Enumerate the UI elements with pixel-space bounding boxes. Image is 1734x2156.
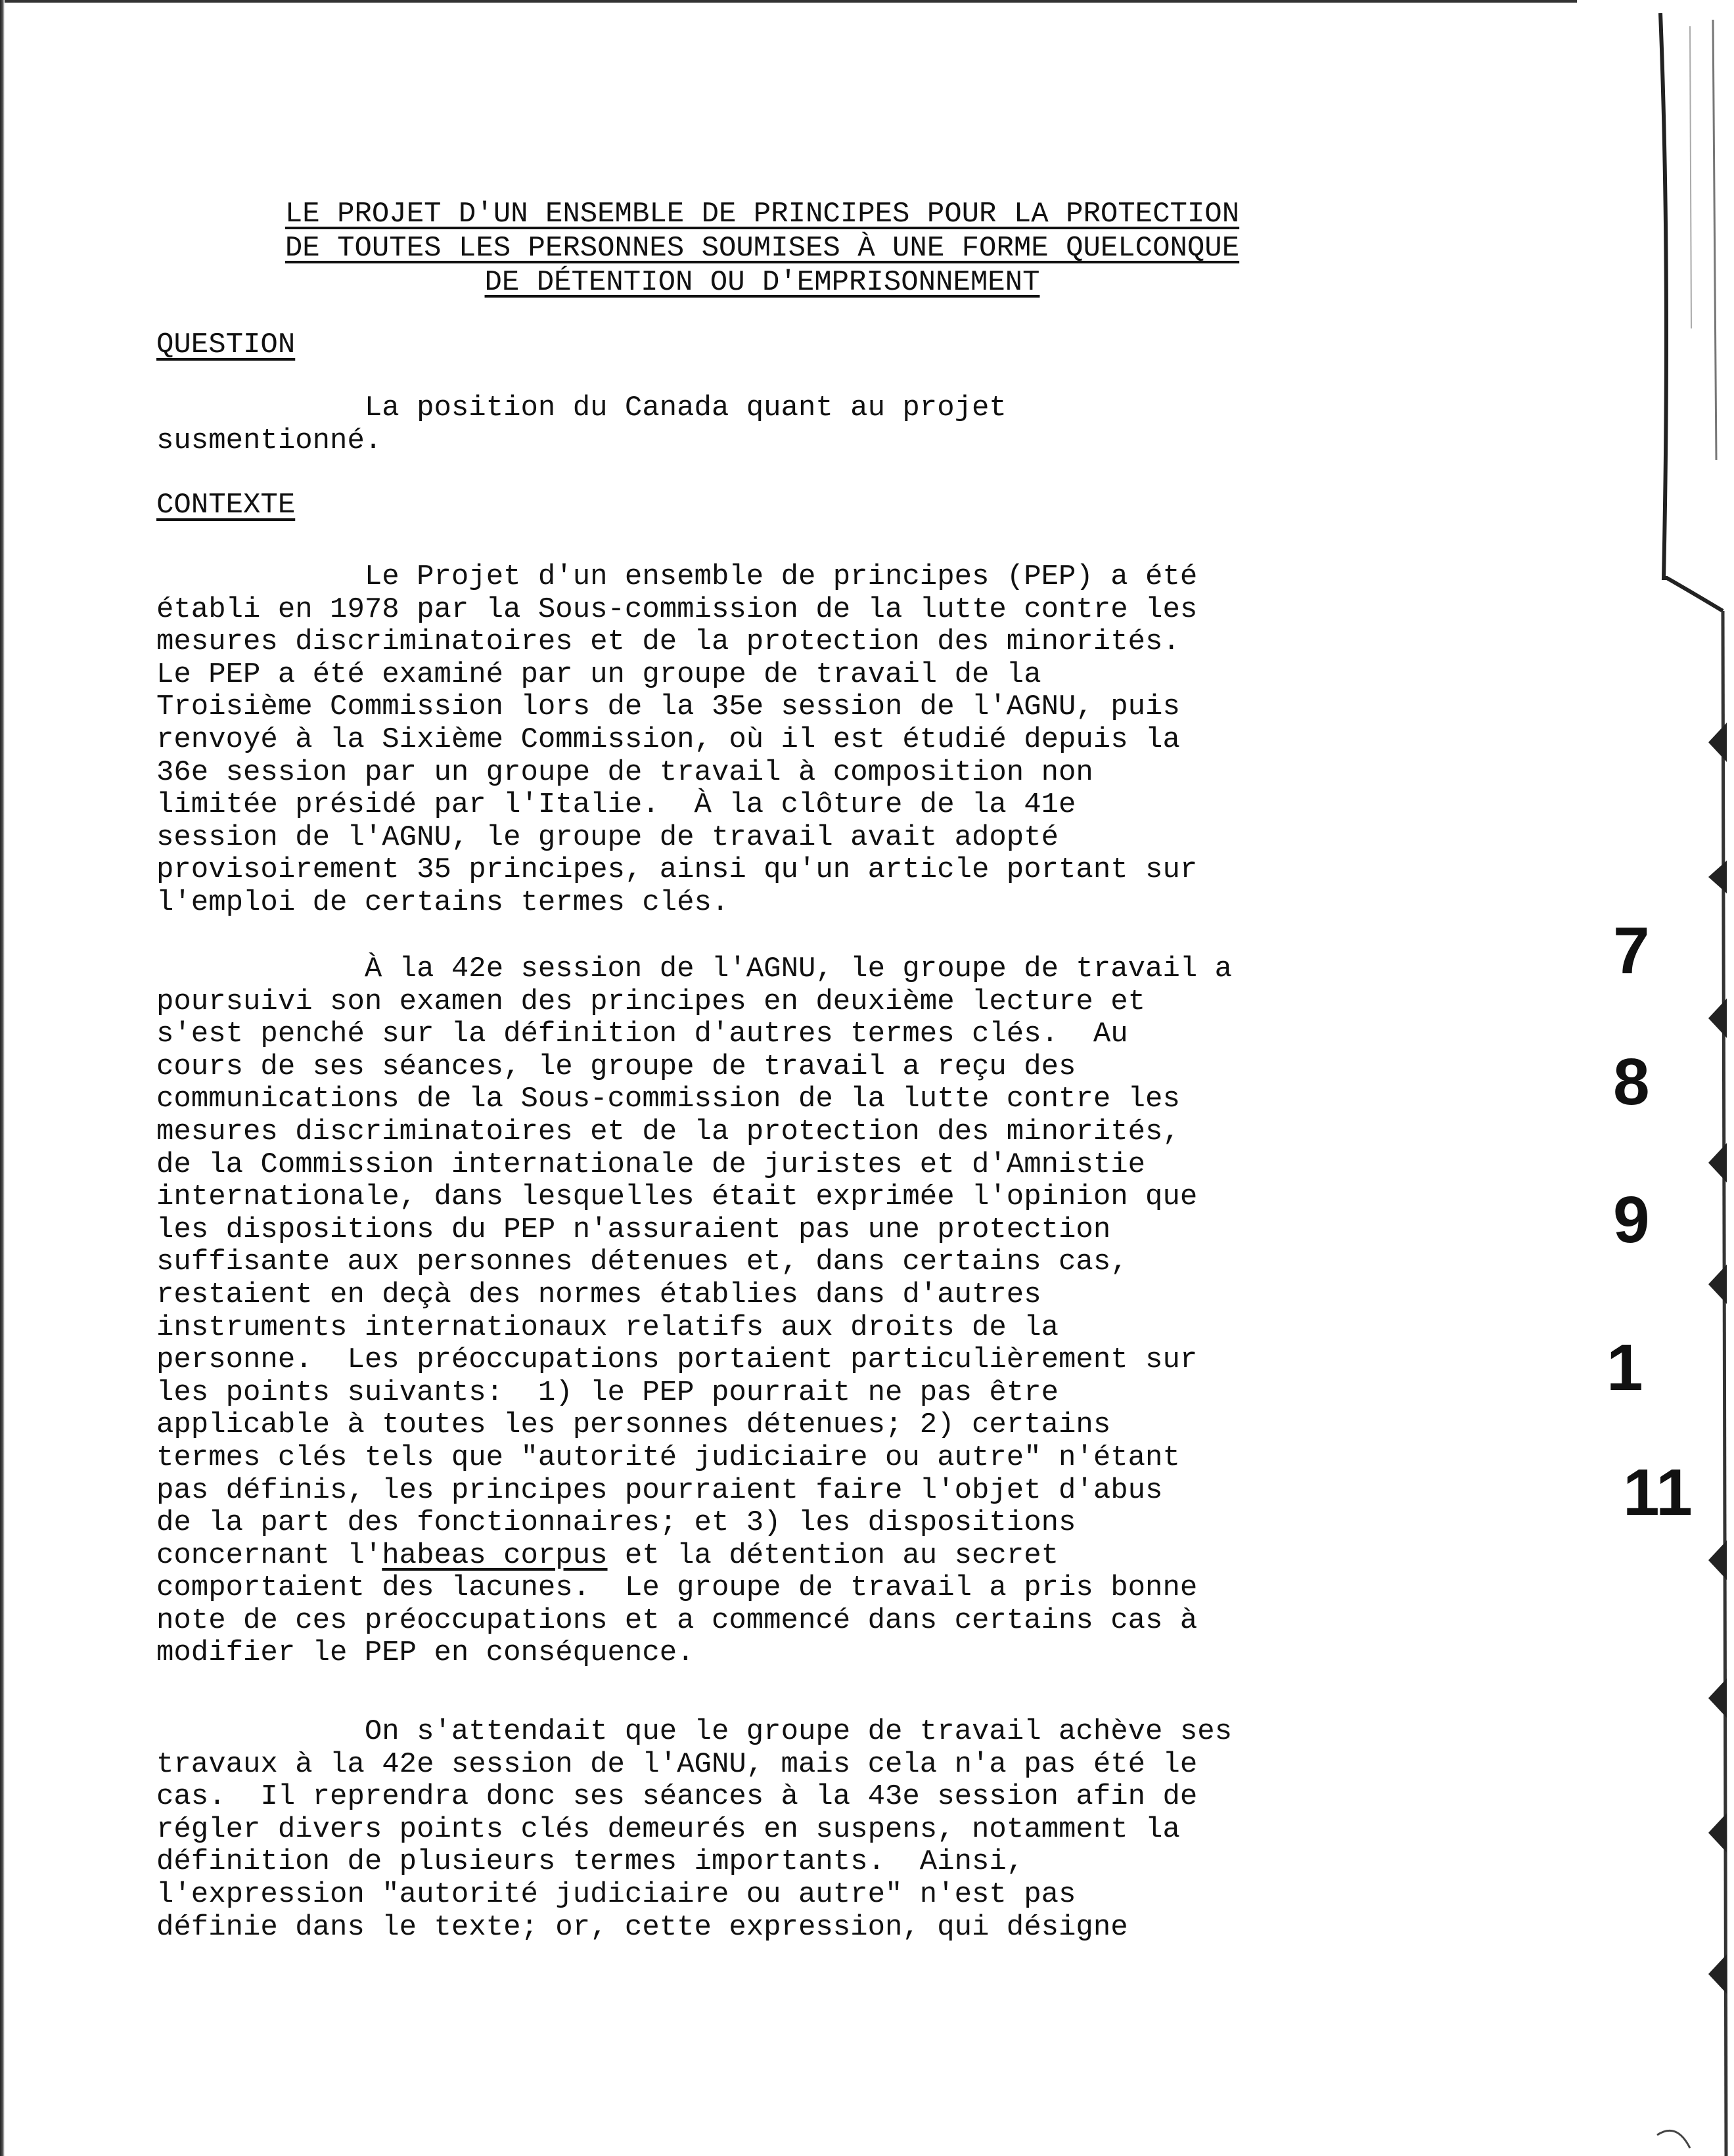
tab-number-10: 1 xyxy=(1607,1331,1643,1404)
title-line-1: LE PROJET D'UN ENSEMBLE DE PRINCIPES POUR LA PROTECTION xyxy=(285,198,1240,231)
tab-number-7: 7 xyxy=(1613,914,1650,987)
habeas-corpus-term: habeas corpus xyxy=(382,1538,608,1572)
paragraph-2-text-a: À la 42e session de l'AGNU, le groupe de travail a poursuivi son examen des principes en deuxième lecture et s'est penché sur la définition d'autres termes clés. Au cours de ses séances, le groupe de travail a reçu des communications de la Sous-commission de la lutte contre les mesures discriminatoires et de la protection des minorités, de la Commission internationale de juristes et d'Amnistie internationale, dans lesquelles était exprimée l'opinion que les dispositions du PEP n'assuraient pas une protection suffisante aux personnes détenues et, dans certains cas, restaient en deçà des normes établies dans d'autres instruments internationaux relatifs aux droits de la personne. Les préoccupations portaient particulièrement sur les points suivants: 1) le PEP pourrait ne pas être applicable à toutes les personnes détenues; 2) certains termes clés tels que "autorité judiciaire ou autre" n'étant pas définis, les principes pourraient faire l'objet d'abus de la part des fonctionnaires; et 3) les dispositions concernant l' xyxy=(156,953,1233,1572)
contexte-paragraph-2 xyxy=(156,953,1359,1670)
question-heading: QUESTION xyxy=(156,328,296,361)
title-line-2: DE TOUTES LES PERSONNES SOUMISES À UNE FORME QUELCONQUE xyxy=(285,232,1240,265)
paragraph-2-text-b: et la détention au secret comportaient des lacunes. Le groupe de travail a pris bonne note de ces préoccupations et a commencé dans certains cas à modifier le PEP en conséquence. xyxy=(156,1538,1198,1670)
index-tabs-strip xyxy=(1651,0,1734,2156)
tab-number-11: 11 xyxy=(1623,1456,1693,1529)
page-left-edge xyxy=(0,0,5,2156)
page-top-edge xyxy=(0,0,1577,3)
tab-number-8: 8 xyxy=(1613,1045,1650,1119)
contexte-paragraph-1: Le Projet d'un ensemble de principes (PEP) a été établi en 1978 par la Sous-commission de la lutte contre les mesures discriminatoires et de la protection des minorités. Le PEP a été examiné par un groupe de travail de la Troisième Commission lors de la 35e session de l'AGNU, puis renvoyé à la Sixième Commission, où il est étudié depuis la 36e session par un groupe de travail à composition non limitée présidé par l'Italie. À la clôture de la 41e session de l'AGNU, le groupe de travail avait adopté provisoirement 35 principes, ainsi qu'un article portant sur l'emploi de certains termes clés. xyxy=(156,560,1198,919)
title-line-3: DE DÉTENTION OU D'EMPRISONNEMENT xyxy=(484,266,1040,299)
document-title xyxy=(210,197,1314,300)
contexte-heading: CONTEXTE xyxy=(156,489,296,522)
question-body: La position du Canada quant au projet susmentionné. xyxy=(156,392,1007,457)
contexte-paragraph-3: On s'attendait que le groupe de travail achève ses travaux à la 42e session de l'AGNU, mais cela n'a pas été le cas. Il reprendra donc ses séances à la 43e session afin de régler divers points clés demeurés en suspens, notamment la définition de plusieurs termes importants. Ainsi, l'expression "autorité judiciaire ou autre" n'est pas définie dans le texte; or, cette expression, qui désigne xyxy=(156,1715,1233,1944)
tab-number-9: 9 xyxy=(1613,1183,1650,1257)
